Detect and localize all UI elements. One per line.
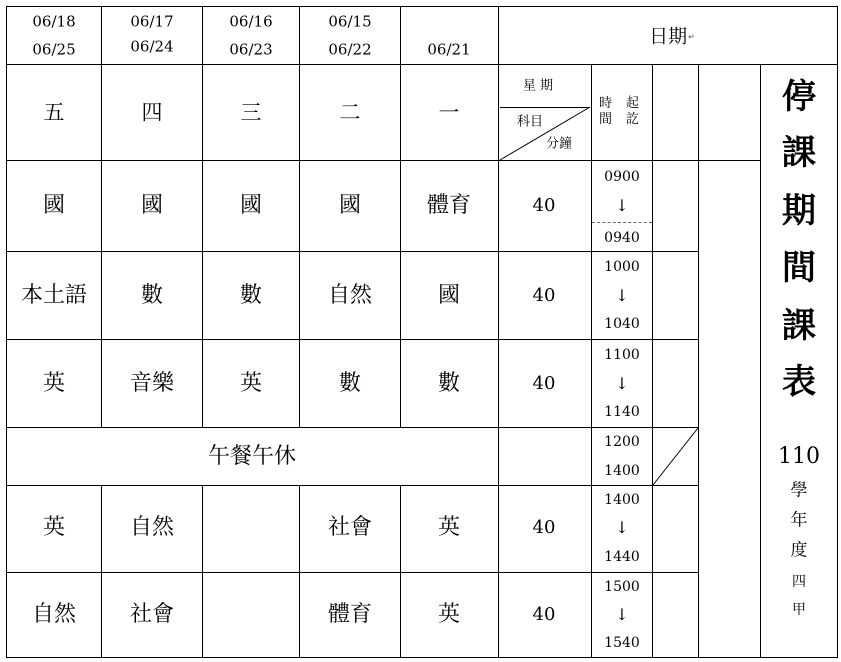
subject-cell: 國 — [437, 283, 461, 308]
title-char: 課 — [782, 133, 816, 173]
minutes-cell: 40 — [532, 195, 556, 216]
weekday-header: 五 — [43, 100, 65, 125]
start-time: 1400 — [604, 492, 640, 508]
arrow-icon: ↓ — [615, 196, 629, 215]
subject-cell: 音樂 — [129, 371, 175, 396]
subject-cell: 數 — [140, 283, 164, 308]
subject-cell: 英 — [42, 515, 66, 540]
minutes-cell: 40 — [532, 517, 556, 538]
subject-cell: 數 — [437, 371, 461, 396]
subject-cell: 國 — [42, 193, 66, 218]
corner-minutes-label: 分鐘 — [545, 136, 573, 152]
corner-subject-label: 科目 — [516, 114, 544, 130]
subject-cell: 英 — [42, 371, 66, 396]
minutes-cell: 40 — [532, 285, 556, 306]
minutes-cell: 40 — [532, 373, 556, 394]
date-top: 06/18 — [32, 12, 76, 31]
title-char: 間 — [782, 248, 816, 288]
subject-cell: 本土語 — [20, 283, 88, 308]
subject-cell: 自然 — [129, 515, 175, 540]
date-bottom: 06/24 — [130, 37, 174, 56]
date-label: 日期↵ — [649, 25, 695, 48]
subject-cell: 社會 — [129, 602, 175, 627]
subject-cell: 英 — [239, 371, 263, 396]
subject-cell: 國 — [239, 193, 263, 218]
end-time: 1540 — [604, 635, 640, 651]
end-time: 1440 — [604, 549, 640, 565]
time-header-label: 時間 — [599, 96, 613, 127]
subject-cell: 體育 — [327, 602, 373, 627]
arrow-icon: ↓ — [615, 518, 629, 537]
date-top: 06/17 — [130, 12, 174, 31]
date-bottom: 06/21 — [427, 40, 471, 59]
subject-cell: 自然 — [327, 283, 373, 308]
date-top: 06/16 — [229, 12, 273, 31]
start-time: 1200 — [604, 434, 640, 450]
end-time: 1040 — [604, 316, 640, 332]
minutes-cell: 40 — [532, 604, 556, 625]
arrow-icon: ↓ — [615, 374, 629, 393]
subject-cell: 社會 — [327, 515, 373, 540]
start-time: 1100 — [604, 347, 640, 363]
date-bottom: 06/23 — [229, 40, 273, 59]
weekday-header: 四 — [141, 100, 163, 125]
subject-cell: 體育 — [426, 193, 472, 218]
start-time: 0900 — [604, 169, 640, 185]
date-bottom: 06/25 — [32, 40, 76, 59]
subject-cell: 數 — [239, 283, 263, 308]
end-time: 0940 — [604, 230, 640, 246]
lunch-break-label: 午餐午休 — [207, 444, 297, 469]
start-time: 1000 — [604, 259, 640, 275]
corner-weekday-label: 星 期 — [522, 78, 554, 94]
class-char: 甲 — [792, 602, 806, 618]
weekday-header: 一 — [438, 100, 460, 125]
arrow-icon: ↓ — [615, 286, 629, 305]
school-year: 110 — [778, 444, 820, 469]
end-time: 1400 — [604, 463, 640, 479]
start-time: 1500 — [604, 579, 640, 595]
range-header-label: 起訖 — [626, 96, 640, 127]
arrow-icon: ↓ — [615, 605, 629, 624]
title-char: 停 — [782, 77, 816, 117]
subject-cell: 數 — [338, 371, 362, 396]
subject-cell: 國 — [338, 193, 362, 218]
weekday-header: 二 — [339, 100, 361, 125]
class-char: 四 — [792, 574, 806, 590]
subject-cell: 自然 — [31, 602, 77, 627]
weekday-header: 三 — [240, 100, 262, 125]
subject-cell: 英 — [437, 515, 461, 540]
date-top: 06/15 — [328, 12, 372, 31]
title-char: 課 — [782, 306, 816, 346]
date-bottom: 06/22 — [328, 40, 372, 59]
title-char: 期 — [782, 191, 816, 231]
year-char: 度 — [790, 540, 808, 561]
subject-cell: 英 — [437, 602, 461, 627]
year-char: 學 — [790, 480, 808, 501]
subject-cell: 國 — [140, 193, 164, 218]
end-time: 1140 — [604, 404, 640, 420]
title-char: 表 — [782, 362, 816, 402]
year-char: 年 — [790, 510, 808, 531]
